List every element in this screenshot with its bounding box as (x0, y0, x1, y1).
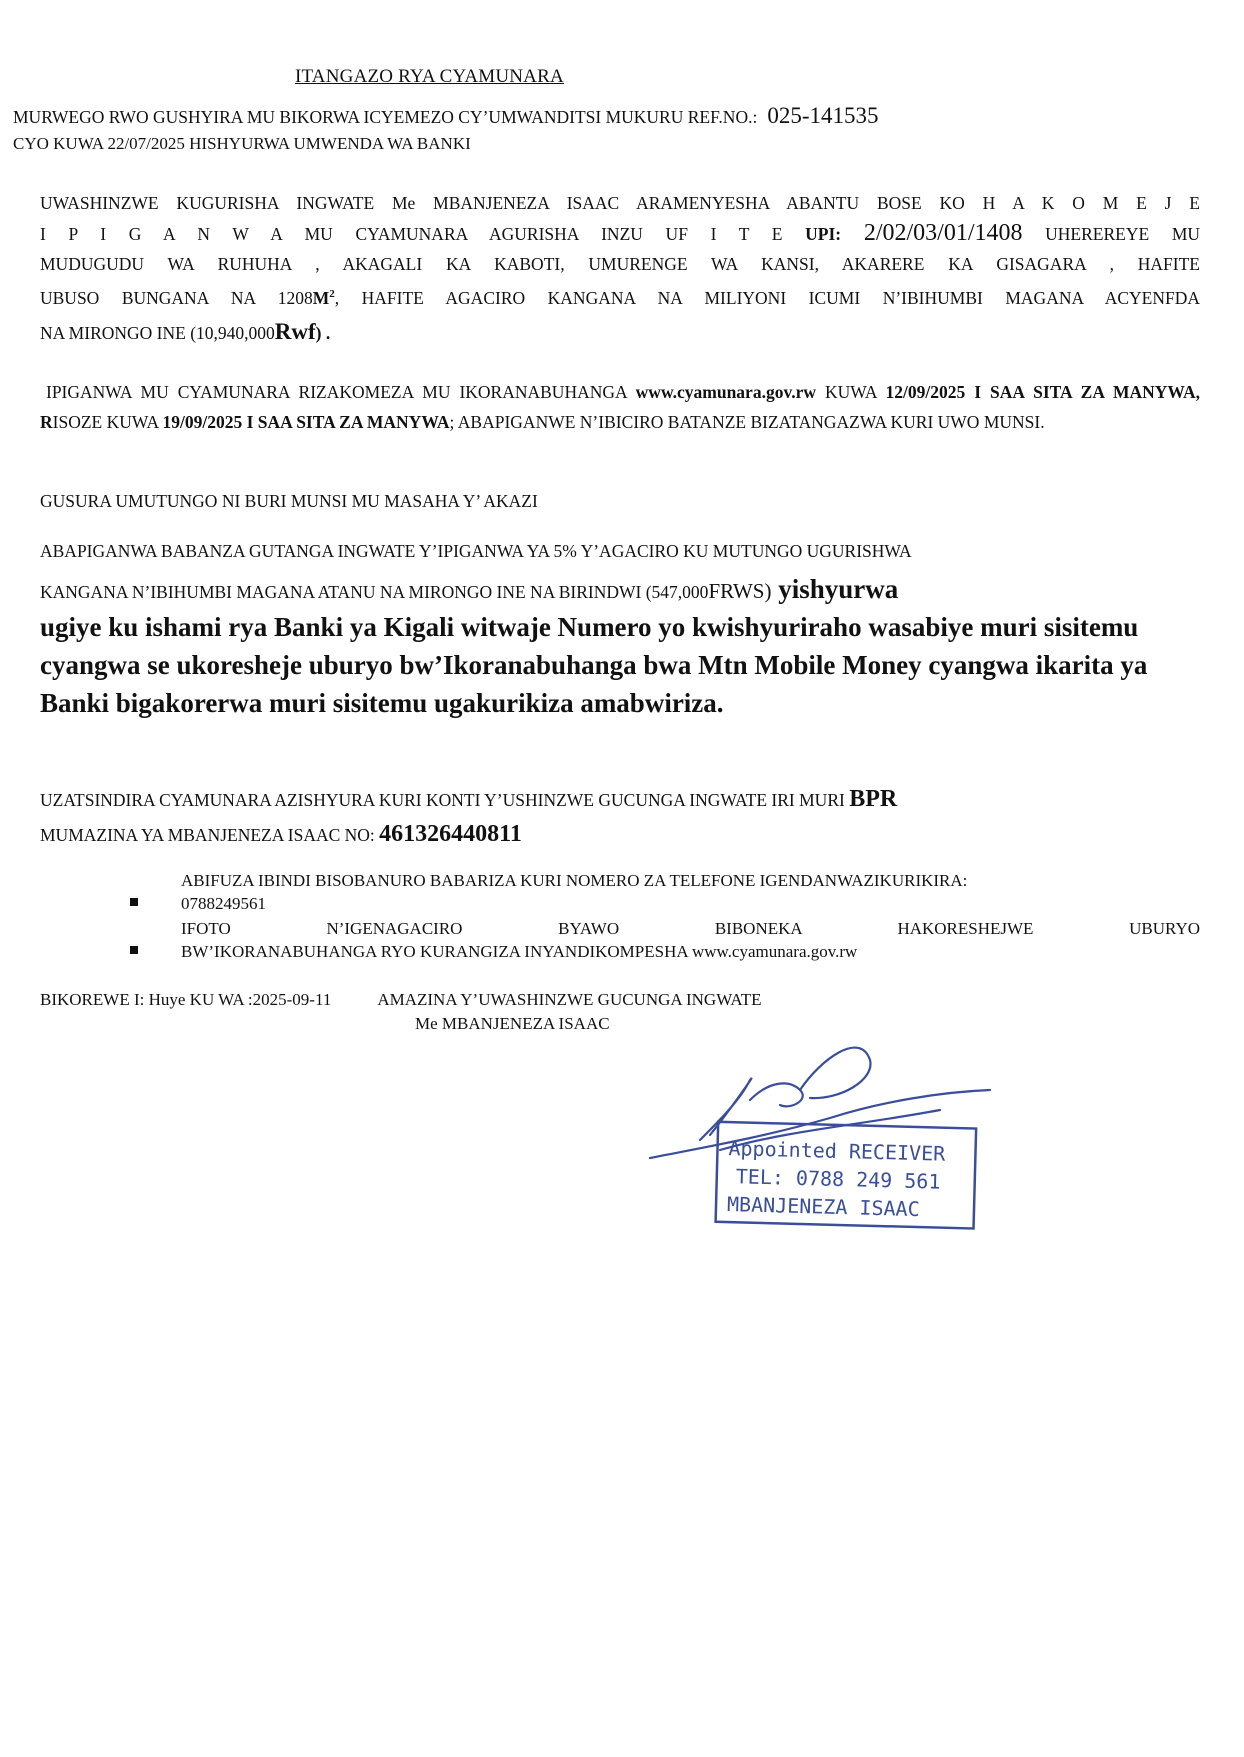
payment-text: UZATSINDIRA CYAMUNARA AZISHYURA KURI KONTI Y’USHINZWE GUCUNGA INGWATE IRI MURI (40, 790, 850, 810)
deposit-amount-text: KANGANA N’IBIHUMBI MAGANA ATANU NA MIRONGO INE NA BIRINDWI (547,000 (40, 582, 709, 602)
signer-name: Me MBANJENEZA ISAAC (415, 1014, 610, 1033)
auction-dates-paragraph (40, 377, 1200, 437)
property-line-4 (40, 279, 1200, 313)
signature-line (40, 990, 762, 1010)
deposit-currency: FRWS) (708, 579, 772, 603)
auction-kuwa: KUWA (816, 382, 886, 402)
auction-intro: IPIGANWA MU CYAMUNARA RIZAKOMEZA MU IKORANABUHANGA (46, 382, 636, 402)
signer-title: AMAZINA Y’UWASHINZWE GUCUNGA INGWATE (377, 990, 762, 1009)
area-exponent: 2 (329, 288, 335, 300)
property-line-2-text: I P I G A N W A MU CYAMUNARA AGURISHA INZU UF I T E (40, 224, 783, 244)
header-line-2: CYO KUWA 22/07/2025 HISHYURWA UMWENDA WA BANKI (13, 134, 471, 153)
document-title: ITANGAZO RYA CYAMUNARA (295, 66, 564, 87)
area-unit: M (312, 287, 330, 308)
stamp-line-3: MBANJENEZA ISAAC (726, 1192, 920, 1222)
deposit-line-2 (40, 570, 1190, 608)
account-holder-text: MUMAZINA YA MBANJENEZA ISAAC NO: (40, 825, 380, 845)
deposit-line-1: ABAPIGANWA BABANZA GUTANGA INGWATE Y’IPIGANWA YA 5% Y’AGACIRO KU MUTUNGO UGURISHWA (40, 541, 912, 561)
price-close: ) . (315, 322, 331, 343)
price-currency: Rwf (274, 318, 316, 344)
property-line-2-tail: UHEREREYE MU (1045, 224, 1201, 244)
property-line-3: MUDUGUDU WA RUHUHA , AKAGALI KA KABOTI, UMURENGE WA KANSI, AKARERE KA GISAGARA , HAFITE (40, 254, 1200, 274)
bullet-phone: 0788249561 (181, 894, 266, 913)
property-paragraph (40, 188, 1200, 348)
bullet-website-text: BW’IKORANABUHANGA RYO KURANGIZA INYANDIKOMPESHA www.cyamunara.gov.rw (181, 942, 858, 961)
payment-line-2 (40, 817, 1200, 852)
deposit-bold-start: yishyurwa (771, 574, 899, 604)
property-line-2 (40, 218, 1200, 249)
reference-number: 025-141535 (767, 103, 879, 128)
property-line-1: UWASHINZWE KUGURISHA INGWATE Me MBANJENEZA ISAAC ARAMENYESHA ABANTU BOSE KO H A K O M E J E (40, 193, 1200, 213)
auction-results-text: ; ABAPIGANWE N’IBICIRO BATANZE BIZATANGAZWA KURI UWO MUNSI. (449, 412, 1045, 432)
header-text: MURWEGO RWO GUSHYIRA MU BIKORWA ICYEMEZO CY’UMWANDITSI MUKURU REF.NO.: (13, 107, 758, 127)
bullet-text: IFOTO N’IGENAGACIRO BYAWO BIBONEKA HAKORESHEJWE UBURYO (181, 919, 1200, 938)
bullet-text: ABIFUZA IBINDI BISOBANURO BABARIZA KURI NOMERO ZA TELEFONE IGENDANWAZIKURIKIRA: (181, 871, 968, 890)
price-text: NA MIRONGO INE (10,940,000 (40, 322, 275, 343)
auction-end-intro: ISOZE KUWA (52, 412, 163, 432)
info-bullet-list (128, 869, 1200, 965)
auction-start-date: 12/09/2025 I SAA SITA ZA MANYWA, R (40, 382, 1201, 432)
area-text: UBUSO BUNGANA NA 1208 (40, 287, 313, 308)
visit-paragraph: GUSURA UMUTUNGO NI BURI MUNSI MU MASAHA Y’ AKAZI (40, 491, 538, 511)
account-number: 461326440811 (379, 821, 522, 847)
upi-value: 2/02/03/01/1408 (863, 220, 1023, 246)
place-date: BIKOREWE I: Huye KU WA :2025-09-11 (40, 990, 332, 1009)
value-text: , HAFITE AGACIRO KANGANA NA MILIYONI ICUMI N’IBIHUMBI MAGANA ACYENFDA (334, 287, 1200, 308)
stamp-line-2: TEL: 0788 249 561 (735, 1164, 941, 1194)
payment-line-1 (40, 782, 1200, 817)
payment-paragraph (40, 782, 1200, 852)
bank-name: BPR (849, 786, 898, 812)
upi-label: UPI: (805, 224, 842, 244)
stamp-line-1: Appointed RECEIVER (728, 1136, 946, 1166)
auction-end-date: 19/09/2025 I SAA SITA ZA MANYWA (162, 412, 450, 432)
bullet-icon (130, 946, 138, 954)
deposit-instructions: ugiye ku ishami rya Banki ya Kigali witwaje Numero yo kwishyuriraho wasabiye muri sisitemu cyangwa se ukoresheje uburyo bw’Ikoranabuhanga bwa Mtn Mobile Money cyangwa ikarita ya Banki bigakorerwa muri sisitemu ugakurikiza amabwiriza. (40, 612, 1148, 718)
list-item (128, 917, 1200, 963)
deposit-paragraph (40, 536, 1190, 722)
bullet-icon (130, 898, 138, 906)
receiver-stamp (640, 1040, 1000, 1240)
auction-website: www.cyamunara.gov.rw (635, 382, 817, 402)
property-line-5 (40, 317, 1200, 348)
list-item (128, 869, 1200, 915)
header-line-1 (13, 103, 879, 129)
